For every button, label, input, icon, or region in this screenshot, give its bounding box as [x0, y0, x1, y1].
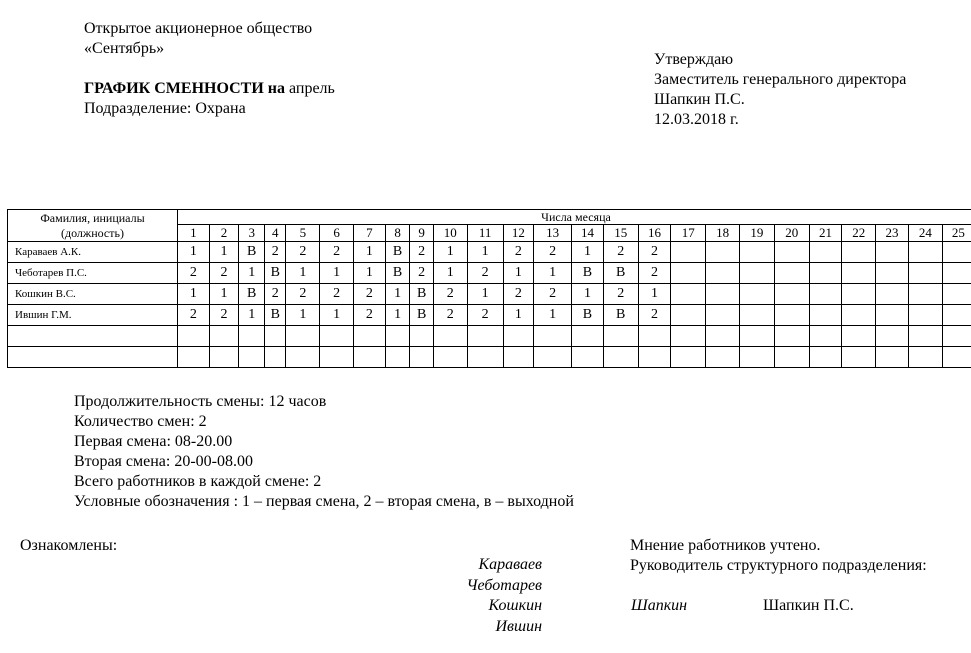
shift-cell: 2	[410, 263, 434, 284]
shift-cell: 2	[433, 284, 467, 305]
shift-cell	[942, 263, 971, 284]
shift-cell	[774, 305, 809, 326]
empty-cell	[286, 326, 320, 347]
shift-cell: 1	[572, 284, 604, 305]
day-number: 18	[706, 225, 740, 242]
shift-cell: В	[239, 242, 265, 263]
empty-cell	[534, 326, 572, 347]
shift-cell	[876, 305, 909, 326]
shift-cell	[706, 305, 740, 326]
empty-cell	[603, 326, 638, 347]
empty-cell	[603, 347, 638, 368]
opinion-block	[630, 536, 927, 576]
shift-cell: В	[410, 305, 434, 326]
shift-cell: 1	[385, 284, 410, 305]
empty-cell	[433, 326, 467, 347]
title-bold: ГРАФИК СМЕННОСТИ на	[84, 80, 285, 97]
empty-cell	[774, 326, 809, 347]
shift-cell	[671, 305, 706, 326]
shift-cell: 2	[286, 284, 320, 305]
shift-cell: 2	[638, 263, 671, 284]
note-line: Вторая смена: 20-00-08.00	[74, 453, 254, 470]
approval-line-4: 12.03.2018 г.	[654, 111, 739, 128]
empty-cell	[876, 326, 909, 347]
shift-cell: 2	[320, 242, 354, 263]
day-number: 10	[433, 225, 467, 242]
day-number: 7	[354, 225, 386, 242]
empty-cell	[671, 326, 706, 347]
empty-cell	[638, 347, 671, 368]
approval-block	[654, 50, 906, 130]
employee-signatures	[430, 555, 542, 637]
day-number: 20	[774, 225, 809, 242]
approval-line-1: Утверждаю	[654, 51, 734, 68]
org-line-2: «Сентябрь»	[84, 40, 165, 57]
day-number: 4	[264, 225, 286, 242]
shift-cell: 1	[286, 263, 320, 284]
employee-signature: Караваев	[478, 556, 542, 573]
shift-cell	[876, 242, 909, 263]
shift-cell: 1	[503, 263, 534, 284]
empty-cell	[503, 347, 534, 368]
shift-cell	[809, 305, 842, 326]
document-title	[84, 79, 335, 119]
shift-cell	[942, 284, 971, 305]
empty-cell	[534, 347, 572, 368]
head-signature: Шапкин	[631, 597, 688, 614]
shift-cell: 1	[177, 242, 209, 263]
employee-signature: Чеботарев	[466, 576, 542, 594]
shift-cell	[739, 284, 774, 305]
name-header-line-2: (должность)	[60, 225, 124, 240]
opinion-line-1: Мнение работников учтено.	[630, 537, 821, 554]
shift-cell	[809, 242, 842, 263]
approval-line-2: Заместитель генерального директора	[654, 71, 907, 88]
day-number: 9	[410, 225, 434, 242]
empty-cell	[809, 347, 842, 368]
name-header-line-1: Фамилия, инициалы	[40, 210, 145, 225]
shift-cell	[842, 284, 876, 305]
empty-cell	[706, 347, 740, 368]
shift-cell: 2	[638, 305, 671, 326]
empty-cell	[177, 347, 209, 368]
shift-cell	[706, 263, 740, 284]
day-number: 23	[876, 225, 909, 242]
shift-cell: 2	[209, 305, 239, 326]
shift-cell: 1	[467, 284, 503, 305]
shift-cell: 2	[603, 284, 638, 305]
name-column-header	[8, 210, 178, 242]
day-number: 8	[385, 225, 410, 242]
empty-cell	[739, 326, 774, 347]
shift-cell: 1	[354, 242, 386, 263]
shift-cell: 2	[534, 242, 572, 263]
shift-cell	[739, 263, 774, 284]
approval-line-3: Шапкин П.С.	[654, 91, 745, 108]
shift-cell: 2	[534, 284, 572, 305]
empty-cell	[320, 347, 354, 368]
empty-cell	[354, 326, 386, 347]
empty-cell	[320, 326, 354, 347]
day-number: 14	[572, 225, 604, 242]
empty-cell	[209, 347, 239, 368]
empty-cell	[410, 347, 434, 368]
shift-cell	[671, 284, 706, 305]
empty-cell	[467, 326, 503, 347]
shift-cell: 1	[534, 263, 572, 284]
day-number: 1	[177, 225, 209, 242]
shift-cell	[842, 263, 876, 284]
shift-cell	[942, 242, 971, 263]
shift-cell: 2	[209, 263, 239, 284]
acknowledged-label: Ознакомлены:	[20, 537, 118, 554]
shift-cell: 1	[354, 263, 386, 284]
employee-name: Кошкин В.С.	[8, 284, 178, 305]
shift-cell: 1	[638, 284, 671, 305]
shift-cell: 1	[385, 305, 410, 326]
shift-cell: 1	[503, 305, 534, 326]
shift-cell: 2	[503, 242, 534, 263]
shift-cell: В	[603, 305, 638, 326]
shift-cell: 2	[264, 284, 286, 305]
opinion-line-2: Руководитель структурного подразделения:	[630, 557, 927, 574]
shift-cell	[908, 305, 942, 326]
shift-cell	[908, 284, 942, 305]
days-header: Числа месяца	[177, 210, 971, 225]
empty-cell	[385, 347, 410, 368]
day-number: 22	[842, 225, 876, 242]
empty-cell	[8, 326, 178, 347]
empty-cell	[942, 326, 971, 347]
shift-cell: 2	[467, 305, 503, 326]
department: Подразделение: Охрана	[84, 100, 246, 117]
empty-cell	[572, 347, 604, 368]
shift-cell: 2	[264, 242, 286, 263]
day-number: 5	[286, 225, 320, 242]
shift-cell	[706, 242, 740, 263]
empty-cell	[8, 347, 178, 368]
empty-cell	[354, 347, 386, 368]
shift-cell: В	[264, 263, 286, 284]
note-line: Всего работников в каждой смене: 2	[74, 473, 322, 490]
day-number: 6	[320, 225, 354, 242]
note-line: Количество смен: 2	[74, 413, 207, 430]
empty-row	[8, 326, 971, 347]
empty-cell	[908, 326, 942, 347]
shift-cell	[774, 242, 809, 263]
empty-cell	[908, 347, 942, 368]
empty-cell	[739, 347, 774, 368]
employee-name: Чеботарев П.С.	[8, 263, 178, 284]
shift-cell: 1	[177, 284, 209, 305]
empty-cell	[842, 347, 876, 368]
employee-signature: Кошкин	[488, 597, 542, 614]
shift-cell	[942, 305, 971, 326]
note-line: Первая смена: 08-20.00	[74, 433, 233, 450]
shift-cell	[876, 263, 909, 284]
day-number: 3	[239, 225, 265, 242]
day-number: 17	[671, 225, 706, 242]
table-row	[8, 305, 971, 326]
empty-cell	[671, 347, 706, 368]
shift-cell	[706, 284, 740, 305]
empty-cell	[774, 347, 809, 368]
shift-cell: 1	[320, 305, 354, 326]
day-number: 15	[603, 225, 638, 242]
empty-cell	[264, 347, 286, 368]
note-line: Условные обозначения : 1 – первая смена, 2 – вторая смена, в – выходной	[74, 493, 574, 510]
table-row	[8, 284, 971, 305]
org-line-1: Открытое акционерное общество	[84, 20, 313, 37]
empty-cell	[385, 326, 410, 347]
day-number: 2	[209, 225, 239, 242]
empty-cell	[942, 347, 971, 368]
empty-cell	[286, 347, 320, 368]
note-line: Продолжительность смены: 12 часов	[74, 393, 327, 410]
day-number: 19	[739, 225, 774, 242]
shift-cell: 2	[286, 242, 320, 263]
shift-cell	[739, 305, 774, 326]
shift-cell	[908, 242, 942, 263]
shift-cell: 2	[467, 263, 503, 284]
shift-cell: В	[603, 263, 638, 284]
empty-cell	[177, 326, 209, 347]
empty-cell	[809, 326, 842, 347]
shift-cell	[739, 242, 774, 263]
empty-cell	[638, 326, 671, 347]
shift-cell	[908, 263, 942, 284]
table-row	[8, 242, 971, 263]
shift-cell: 2	[354, 284, 386, 305]
shift-cell	[842, 305, 876, 326]
shift-cell: 2	[320, 284, 354, 305]
shift-cell	[842, 242, 876, 263]
shift-cell: 1	[467, 242, 503, 263]
shift-cell: 2	[177, 263, 209, 284]
empty-cell	[467, 347, 503, 368]
shift-cell	[809, 284, 842, 305]
empty-cell	[410, 326, 434, 347]
shift-cell: 1	[534, 305, 572, 326]
shift-cell: 1	[209, 284, 239, 305]
empty-cell	[239, 347, 265, 368]
employee-name: Караваев А.К.	[8, 242, 178, 263]
shift-cell: В	[385, 263, 410, 284]
empty-cell	[572, 326, 604, 347]
shift-cell	[774, 263, 809, 284]
organization-name	[84, 19, 312, 59]
shift-cell: В	[410, 284, 434, 305]
shift-cell: 2	[177, 305, 209, 326]
shift-cell: 2	[503, 284, 534, 305]
shift-cell: В	[385, 242, 410, 263]
shift-cell	[809, 263, 842, 284]
shift-cell: 1	[286, 305, 320, 326]
title-month: апрель	[289, 80, 335, 97]
shift-cell: 2	[354, 305, 386, 326]
shift-cell: 2	[433, 305, 467, 326]
shift-cell	[671, 242, 706, 263]
shift-cell: В	[572, 305, 604, 326]
shift-cell: 1	[209, 242, 239, 263]
day-number: 13	[534, 225, 572, 242]
shift-cell: 2	[638, 242, 671, 263]
employee-name: Ившин Г.М.	[8, 305, 178, 326]
shift-cell: 1	[433, 263, 467, 284]
empty-cell	[433, 347, 467, 368]
head-name: Шапкин П.С.	[763, 597, 854, 614]
shift-cell	[876, 284, 909, 305]
shift-cell: 1	[433, 242, 467, 263]
empty-cell	[209, 326, 239, 347]
empty-cell	[239, 326, 265, 347]
employee-signature: Ившин	[495, 617, 542, 635]
empty-cell	[503, 326, 534, 347]
shift-cell: 2	[603, 242, 638, 263]
shift-cell	[774, 284, 809, 305]
empty-cell	[876, 347, 909, 368]
day-number: 11	[467, 225, 503, 242]
shift-cell	[671, 263, 706, 284]
day-number: 24	[908, 225, 942, 242]
shift-cell: В	[264, 305, 286, 326]
shift-cell: 1	[320, 263, 354, 284]
table-row	[8, 263, 971, 284]
day-number: 16	[638, 225, 671, 242]
shift-cell: 1	[572, 242, 604, 263]
shift-cell: В	[239, 284, 265, 305]
shift-cell: 2	[410, 242, 434, 263]
shift-schedule-table	[7, 209, 971, 368]
day-number: 12	[503, 225, 534, 242]
shift-cell: В	[572, 263, 604, 284]
empty-row	[8, 347, 971, 368]
empty-cell	[842, 326, 876, 347]
day-number: 21	[809, 225, 842, 242]
day-number: 25	[942, 225, 971, 242]
shift-cell: 1	[239, 305, 265, 326]
empty-cell	[706, 326, 740, 347]
shift-cell: 1	[239, 263, 265, 284]
empty-cell	[264, 326, 286, 347]
schedule-notes	[74, 392, 574, 512]
